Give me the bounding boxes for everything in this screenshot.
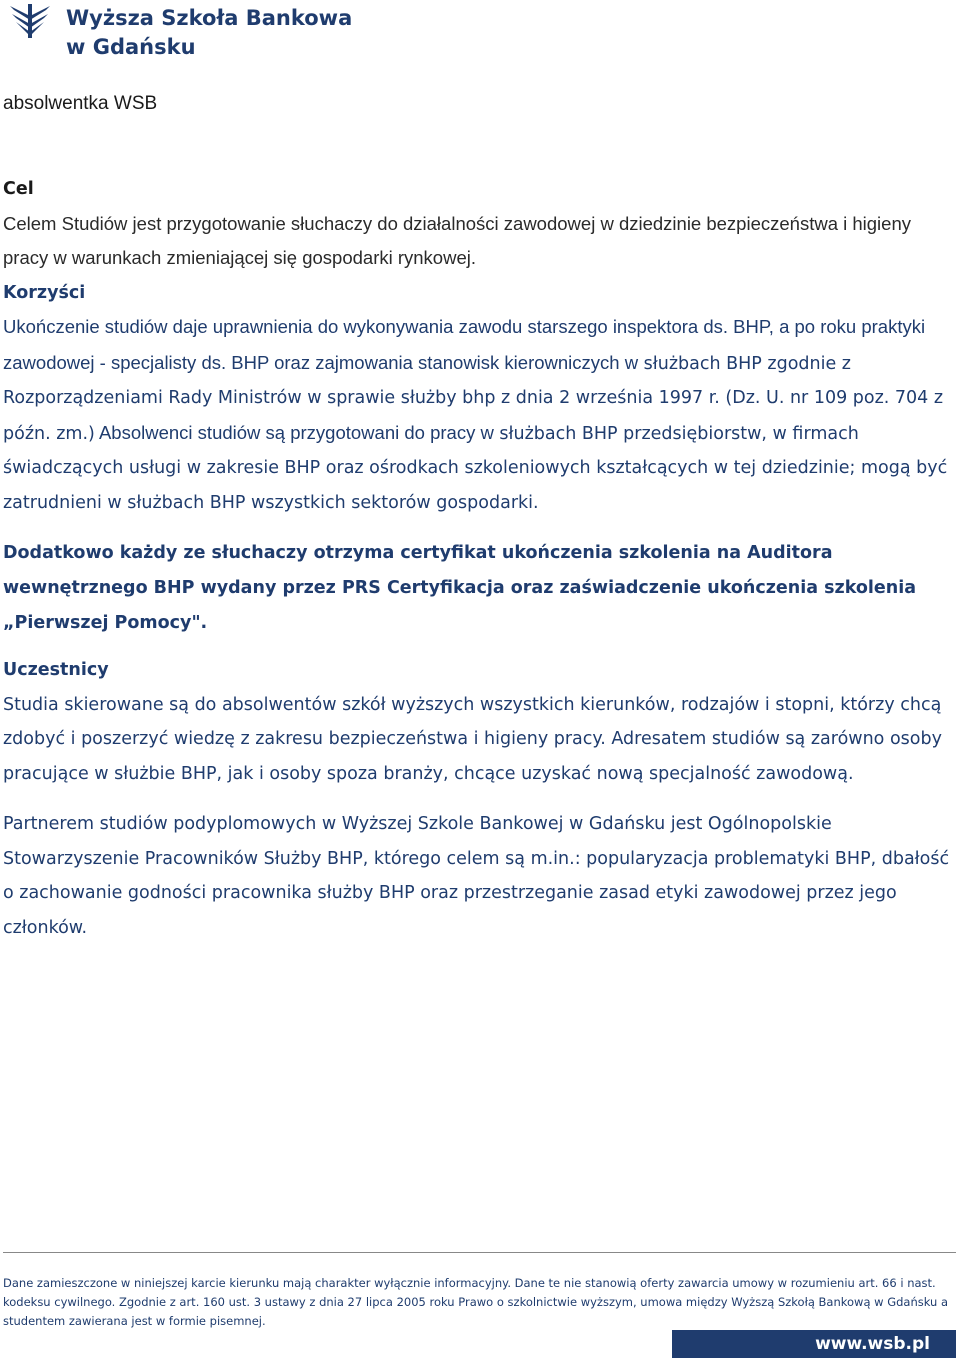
footer-disclaimer: Dane zamieszczone w niniejszej karcie kierunku mają charakter wyłącznie informacyjny. Dane te nie stanowią oferty zawarcia umowy w rozumieniu art. 66 i nast. kodeksu cywilnego. Zgodnie z art. 160 ust. 3 ustawy z dnia 27 lipca 2005 roku Prawo o szkolnictwie wyższym, umowa między Wyższą Szkołą Bankową w Gdańsku a studentem zawierana jest w formie pisemnej. <box>3 1276 949 1328</box>
wsb-logo-icon <box>2 2 58 74</box>
certificate-note: Dodatkowo każdy ze słuchaczy otrzyma certyfikat ukończenia szkolenia na Auditora wewnętrznego BHP wydany przez PRS Certyfikacja oraz zaświadczenie ukończenia szkolenia „Pierwszej Pomocy". <box>3 543 917 633</box>
korzysci-text-b: służbach BHP zgodnie z Rozporządzeniami Rady Ministrów w sprawie służby bhp z dnia 2 września 1997 r. (Dz. U. nr 109 poz. 704 z późn. zm.) <box>3 353 944 444</box>
website-link[interactable]: www.wsb.pl <box>815 1334 930 1354</box>
footer-divider <box>3 1252 956 1253</box>
uczestnicy-heading: Uczestnicy <box>3 660 109 680</box>
korzysci-paragraph <box>3 310 953 520</box>
korzysci-text-d: służbach BHP przedsiębiorstw, w firmach świadczących usługi w zakresie BHP oraz ośrodkach szkoleniowych kształcących w tej dziedzinie; mogą być zatrudnieni w służbach BHP wszystkich sektorów gospodarki. <box>3 423 948 513</box>
cel-paragraph: Celem Studiów jest przygotowanie słuchaczy do działalności zawodowej w dziedzinie bezpieczeństwa i higieny pracy w warunkach zmieniającej się gospodarki rynkowej. <box>3 212 911 268</box>
page-header <box>0 0 960 80</box>
korzysci-text-a: Ukończenie studiów daje uprawnienia do wykonywania zawodu starszego inspektora ds. BHP, a po roku praktyki zawodowej - specjalisty ds. BHP oraz zajmowania stanowisk kierowniczych w <box>3 316 926 373</box>
uczestnicy-paragraph: Studia skierowane są do absolwentów szkół wyższych wszystkich kierunków, rodzajów i stopni, którzy chcą zdobyć i poszerzyć wiedzę z zakresu bezpieczeństwa i higieny pracy. Adresatem studiów są zarówno osoby pracujące w służbie BHP, jak i osoby spoza branży, chcące uzyskać nową specjalność zawodową. <box>3 694 942 784</box>
korzysci-heading: Korzyści <box>3 282 86 303</box>
school-name: Wyższa Szkoła Bankowa w Gdańsku <box>66 6 353 59</box>
website-bar <box>672 1330 956 1358</box>
page-subtitle: absolwentka WSB <box>3 93 158 114</box>
korzysci-text-c: Absolwenci studiów są przygotowani do pracy w <box>94 421 494 443</box>
partner-paragraph: Partnerem studiów podyplomowych w Wyższej Szkole Bankowej w Gdańsku jest Ogólnopolskie Stowarzyszenie Pracowników Służby BHP, którego celem są m.in.: popularyzacja problematyki BHP, dbałość o zachowanie godności pracownika służby BHP oraz przestrzeganie zasad etyki zawodowej przez jego członków. <box>3 814 950 938</box>
main-content <box>3 172 953 945</box>
cel-heading: Cel <box>3 179 34 199</box>
